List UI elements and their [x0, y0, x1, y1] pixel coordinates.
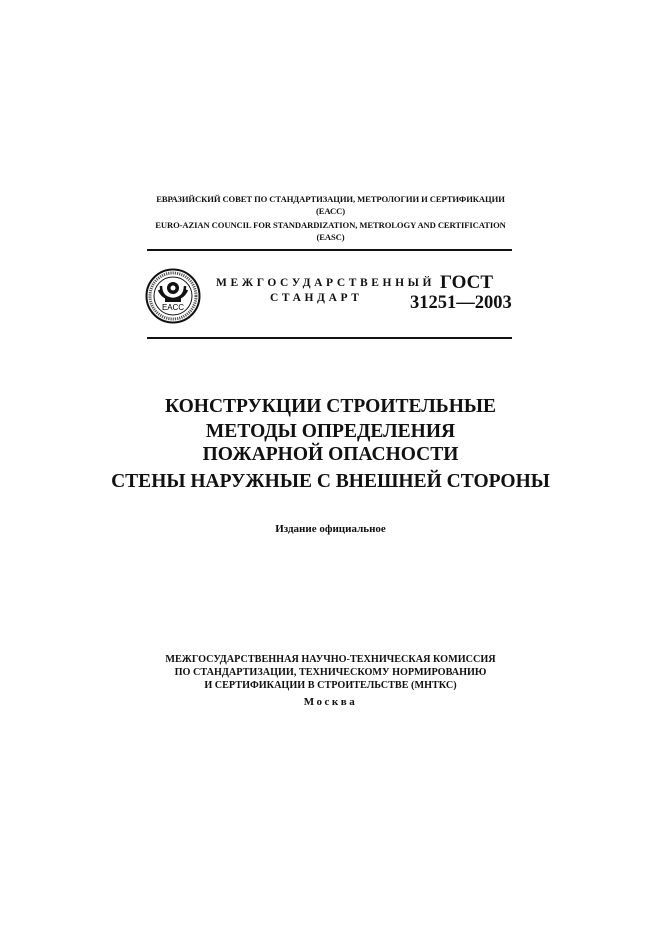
standard-type-line2: СТАНДАРТ: [270, 292, 363, 304]
publisher-city: Москва: [303, 696, 358, 708]
council-name-ru: ЕВРАЗИЙСКИЙ СОВЕТ ПО СТАНДАРТИЗАЦИИ, МЕТРОЛОГИИ И СЕРТИФИКАЦИИ: [156, 194, 505, 204]
svg-text:ЕАСС: ЕАСС: [161, 303, 185, 312]
publisher-line3: И СЕРТИФИКАЦИИ В СТРОИТЕЛЬСТВЕ (МНТКС): [204, 680, 457, 691]
edition-label: Издание официальное: [275, 523, 386, 535]
council-abbr-ru: (ЕАСС): [315, 206, 346, 216]
council-name-en: EURO-AZIAN COUNCIL FOR STANDARDIZATION, METROLOGY AND CERTIFICATION: [155, 220, 506, 230]
eacc-logo: [145, 268, 201, 324]
bottom-rule: [147, 337, 512, 339]
title-line1: КОНСТРУКЦИИ СТРОИТЕЛЬНЫЕ: [164, 396, 497, 417]
title-line4: СТЕНЫ НАРУЖНЫЕ С ВНЕШНЕЙ СТОРОНЫ: [111, 471, 550, 492]
top-rule: [147, 249, 512, 251]
publisher-line2: ПО СТАНДАРТИЗАЦИИ, ТЕХНИЧЕСКОМУ НОРМИРОВАНИЮ: [174, 667, 487, 678]
council-abbr-en: (EASC): [316, 232, 345, 242]
publisher-line1: МЕЖГОСУДАРСТВЕННАЯ НАУЧНО-ТЕХНИЧЕСКАЯ КОМИССИЯ: [165, 654, 496, 665]
standard-number: 31251—2003: [410, 293, 512, 313]
standard-type-line1: МЕЖГОСУДАРСТВЕННЫЙ: [216, 277, 436, 289]
title-line2: МЕТОДЫ ОПРЕДЕЛЕНИЯ: [205, 421, 456, 442]
standard-code: ГОСТ: [440, 272, 494, 293]
title-line3: ПОЖАРНОЙ ОПАСНОСТИ: [202, 444, 459, 465]
